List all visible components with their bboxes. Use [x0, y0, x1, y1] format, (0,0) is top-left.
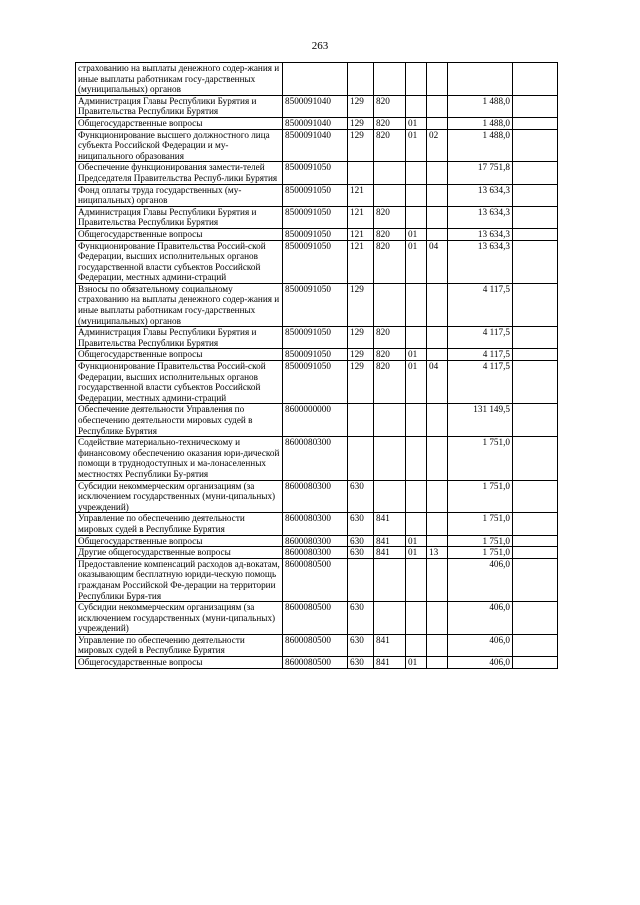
- administrator-code: 820: [374, 117, 406, 129]
- row-name: Управление по обеспечению деятельности мировых судей в Республике Бурятия: [76, 513, 283, 535]
- extra-cell: [513, 602, 558, 635]
- expense-type-code: 630: [348, 634, 374, 656]
- target-article-code: 8500091050: [283, 240, 348, 283]
- row-name: Субсидии некоммерческим организациям (за исключением государственных (муни-ципальных) учреждений): [76, 602, 283, 635]
- subsection-code: [427, 657, 448, 669]
- amount: 1 751,0: [448, 513, 513, 535]
- expense-type-code: [348, 63, 374, 96]
- administrator-code: [374, 602, 406, 635]
- target-article-code: 8500091050: [283, 327, 348, 349]
- expense-type-code: 630: [348, 547, 374, 559]
- administrator-code: [374, 558, 406, 601]
- subsection-code: [427, 63, 448, 96]
- expense-type-code: 121: [348, 184, 374, 206]
- administrator-code: [374, 480, 406, 513]
- target-article-code: [283, 63, 348, 96]
- expense-type-code: 129: [348, 283, 374, 326]
- extra-cell: [513, 129, 558, 162]
- row-name: Администрация Главы Республики Бурятия и Правительства Республики Бурятия: [76, 95, 283, 117]
- target-article-code: 8600080500: [283, 558, 348, 601]
- row-name: Функционирование Правительства Россий-ской Федерации, высших исполнительных органов государственной власти субъектов Российской Федерации, местных админи-страций: [76, 361, 283, 404]
- section-code: [406, 404, 427, 437]
- row-name: Функционирование высшего должностного лица субъекта Российской Федерации и му-ниципального образования: [76, 129, 283, 162]
- extra-cell: [513, 228, 558, 240]
- administrator-code: 820: [374, 95, 406, 117]
- target-article-code: 8500091050: [283, 184, 348, 206]
- target-article-code: 8500091050: [283, 206, 348, 228]
- table-row: [76, 283, 558, 326]
- table-body: [76, 63, 558, 669]
- page-number: 263: [311, 40, 329, 52]
- subsection-code: [427, 228, 448, 240]
- section-code: 01: [406, 657, 427, 669]
- administrator-code: 820: [374, 129, 406, 162]
- table-row: [76, 558, 558, 601]
- table-row: [76, 162, 558, 184]
- administrator-code: 841: [374, 535, 406, 547]
- extra-cell: [513, 162, 558, 184]
- target-article-code: 8500091040: [283, 117, 348, 129]
- expense-type-code: 129: [348, 327, 374, 349]
- administrator-code: 820: [374, 228, 406, 240]
- target-article-code: 8500091050: [283, 361, 348, 404]
- section-code: 01: [406, 349, 427, 361]
- subsection-code: [427, 206, 448, 228]
- target-article-code: 8500091050: [283, 162, 348, 184]
- row-name: Обеспечение функционирования замести-телей Председателя Правительства Респуб-лики Бурятия: [76, 162, 283, 184]
- section-code: 01: [406, 117, 427, 129]
- section-code: [406, 95, 427, 117]
- amount: 406,0: [448, 657, 513, 669]
- subsection-code: [427, 513, 448, 535]
- expense-type-code: 630: [348, 657, 374, 669]
- row-name: страхованию на выплаты денежного содер-жания и иные выплаты работникам госу-дарственных (муниципальных) органов: [76, 63, 283, 96]
- table-row: [76, 602, 558, 635]
- administrator-code: [374, 184, 406, 206]
- amount: 406,0: [448, 602, 513, 635]
- administrator-code: 820: [374, 240, 406, 283]
- row-name: Фонд оплаты труда государственных (му-ниципальных) органов: [76, 184, 283, 206]
- amount: [448, 63, 513, 96]
- row-name: Общегосударственные вопросы: [76, 228, 283, 240]
- budget-table: [75, 62, 558, 669]
- subsection-code: 04: [427, 361, 448, 404]
- section-code: [406, 283, 427, 326]
- target-article-code: 8500091050: [283, 349, 348, 361]
- subsection-code: [427, 117, 448, 129]
- row-name: Общегосударственные вопросы: [76, 349, 283, 361]
- table-row: [76, 535, 558, 547]
- administrator-code: 820: [374, 361, 406, 404]
- extra-cell: [513, 657, 558, 669]
- target-article-code: 8600080300: [283, 513, 348, 535]
- amount: 4 117,5: [448, 349, 513, 361]
- extra-cell: [513, 117, 558, 129]
- extra-cell: [513, 558, 558, 601]
- expense-type-code: 630: [348, 602, 374, 635]
- target-article-code: 8600080300: [283, 437, 348, 480]
- target-article-code: 8500091050: [283, 228, 348, 240]
- amount: 1 751,0: [448, 480, 513, 513]
- expense-type-code: 129: [348, 349, 374, 361]
- table-row: [76, 513, 558, 535]
- amount: 1 751,0: [448, 437, 513, 480]
- administrator-code: 841: [374, 634, 406, 656]
- section-code: 01: [406, 361, 427, 404]
- extra-cell: [513, 283, 558, 326]
- expense-type-code: 121: [348, 206, 374, 228]
- extra-cell: [513, 547, 558, 559]
- table-row: [76, 361, 558, 404]
- row-name: Взносы по обязательному социальному страхованию на выплаты денежного содер-жания и иные выплаты работникам госу-дарственных (муниципальных) органов: [76, 283, 283, 326]
- section-code: [406, 602, 427, 635]
- amount: 1 751,0: [448, 535, 513, 547]
- table-row: [76, 349, 558, 361]
- row-name: Обеспечение деятельности Управления по обеспечению деятельности мировых судей в Республике Бурятия: [76, 404, 283, 437]
- section-code: 01: [406, 228, 427, 240]
- row-name: Другие общегосударственные вопросы: [76, 547, 283, 559]
- administrator-code: [374, 437, 406, 480]
- section-code: [406, 513, 427, 535]
- table-row: [76, 240, 558, 283]
- section-code: [406, 184, 427, 206]
- amount: 1 488,0: [448, 117, 513, 129]
- amount: 13 634,3: [448, 184, 513, 206]
- row-name: Содействие материально-техническому и финансовому обеспечению оказания юри-дической помощи в труднодоступных и ма-лонаселенных местностях Республики Бу-рятия: [76, 437, 283, 480]
- target-article-code: 8600000000: [283, 404, 348, 437]
- subsection-code: [427, 162, 448, 184]
- table-row: [76, 95, 558, 117]
- row-name: Администрация Главы Республики Бурятия и Правительства Республики Бурятия: [76, 327, 283, 349]
- subsection-code: [427, 437, 448, 480]
- amount: 1 488,0: [448, 129, 513, 162]
- section-code: [406, 558, 427, 601]
- extra-cell: [513, 240, 558, 283]
- extra-cell: [513, 95, 558, 117]
- amount: 131 149,5: [448, 404, 513, 437]
- target-article-code: 8500091050: [283, 283, 348, 326]
- target-article-code: 8600080500: [283, 634, 348, 656]
- extra-cell: [513, 361, 558, 404]
- amount: 13 634,3: [448, 206, 513, 228]
- subsection-code: [427, 184, 448, 206]
- subsection-code: [427, 558, 448, 601]
- table-row: [76, 634, 558, 656]
- amount: 1 488,0: [448, 95, 513, 117]
- expense-type-code: [348, 437, 374, 480]
- row-name: Субсидии некоммерческим организациям (за исключением государственных (муни-ципальных) учреждений): [76, 480, 283, 513]
- expense-type-code: 129: [348, 95, 374, 117]
- table-row: [76, 480, 558, 513]
- administrator-code: [374, 283, 406, 326]
- section-code: [406, 327, 427, 349]
- administrator-code: [374, 162, 406, 184]
- expense-type-code: [348, 404, 374, 437]
- target-article-code: 8600080500: [283, 602, 348, 635]
- expense-type-code: 630: [348, 535, 374, 547]
- amount: 4 117,5: [448, 283, 513, 326]
- amount: 1 751,0: [448, 547, 513, 559]
- extra-cell: [513, 63, 558, 96]
- row-name: Управление по обеспечению деятельности мировых судей в Республике Бурятия: [76, 634, 283, 656]
- amount: 406,0: [448, 634, 513, 656]
- administrator-code: 841: [374, 513, 406, 535]
- table-row: [76, 547, 558, 559]
- row-name: Общегосударственные вопросы: [76, 657, 283, 669]
- target-article-code: 8600080300: [283, 547, 348, 559]
- table-row: [76, 129, 558, 162]
- section-code: [406, 480, 427, 513]
- extra-cell: [513, 634, 558, 656]
- expense-type-code: 129: [348, 129, 374, 162]
- section-code: [406, 63, 427, 96]
- table-row: [76, 63, 558, 96]
- extra-cell: [513, 206, 558, 228]
- amount: 17 751,8: [448, 162, 513, 184]
- table-row: [76, 206, 558, 228]
- subsection-code: [427, 634, 448, 656]
- target-article-code: 8500091040: [283, 95, 348, 117]
- section-code: [406, 206, 427, 228]
- subsection-code: [427, 95, 448, 117]
- target-article-code: 8600080300: [283, 480, 348, 513]
- administrator-code: 841: [374, 657, 406, 669]
- administrator-code: [374, 63, 406, 96]
- row-name: Предоставление компенсаций расходов ад-вокатам, оказывающим бесплатную юриди-ческую помощь гражданам Российской Фе-дерации на территории Республики Буря-тия: [76, 558, 283, 601]
- amount: 13 634,3: [448, 228, 513, 240]
- extra-cell: [513, 184, 558, 206]
- subsection-code: [427, 404, 448, 437]
- table-row: [76, 117, 558, 129]
- target-article-code: 8500091040: [283, 129, 348, 162]
- table-row: [76, 437, 558, 480]
- extra-cell: [513, 327, 558, 349]
- extra-cell: [513, 480, 558, 513]
- expense-type-code: [348, 558, 374, 601]
- subsection-code: 04: [427, 240, 448, 283]
- subsection-code: 02: [427, 129, 448, 162]
- subsection-code: 13: [427, 547, 448, 559]
- row-name: Администрация Главы Республики Бурятия и Правительства Республики Бурятия: [76, 206, 283, 228]
- extra-cell: [513, 437, 558, 480]
- extra-cell: [513, 535, 558, 547]
- administrator-code: 820: [374, 349, 406, 361]
- table-row: [76, 327, 558, 349]
- extra-cell: [513, 513, 558, 535]
- administrator-code: 820: [374, 327, 406, 349]
- extra-cell: [513, 404, 558, 437]
- target-article-code: 8600080300: [283, 535, 348, 547]
- section-code: [406, 437, 427, 480]
- row-name: Функционирование Правительства Россий-ской Федерации, высших исполнительных органов государственной власти субъектов Российской Федерации, местных админи-страций: [76, 240, 283, 283]
- table-row: [76, 404, 558, 437]
- section-code: [406, 634, 427, 656]
- amount: 4 117,5: [448, 327, 513, 349]
- subsection-code: [427, 283, 448, 326]
- row-name: Общегосударственные вопросы: [76, 535, 283, 547]
- row-name: Общегосударственные вопросы: [76, 117, 283, 129]
- section-code: 01: [406, 535, 427, 547]
- administrator-code: 820: [374, 206, 406, 228]
- subsection-code: [427, 327, 448, 349]
- table-row: [76, 657, 558, 669]
- extra-cell: [513, 349, 558, 361]
- table-row: [76, 228, 558, 240]
- expense-type-code: 129: [348, 117, 374, 129]
- administrator-code: [374, 404, 406, 437]
- section-code: 01: [406, 547, 427, 559]
- section-code: 01: [406, 129, 427, 162]
- section-code: [406, 162, 427, 184]
- administrator-code: 841: [374, 547, 406, 559]
- amount: 406,0: [448, 558, 513, 601]
- amount: 4 117,5: [448, 361, 513, 404]
- subsection-code: [427, 535, 448, 547]
- expense-type-code: 630: [348, 480, 374, 513]
- expense-type-code: 129: [348, 361, 374, 404]
- table-row: [76, 184, 558, 206]
- expense-type-code: 121: [348, 240, 374, 283]
- subsection-code: [427, 480, 448, 513]
- expense-type-code: [348, 162, 374, 184]
- section-code: 01: [406, 240, 427, 283]
- subsection-code: [427, 602, 448, 635]
- amount: 13 634,3: [448, 240, 513, 283]
- subsection-code: [427, 349, 448, 361]
- target-article-code: 8600080500: [283, 657, 348, 669]
- expense-type-code: 121: [348, 228, 374, 240]
- expense-type-code: 630: [348, 513, 374, 535]
